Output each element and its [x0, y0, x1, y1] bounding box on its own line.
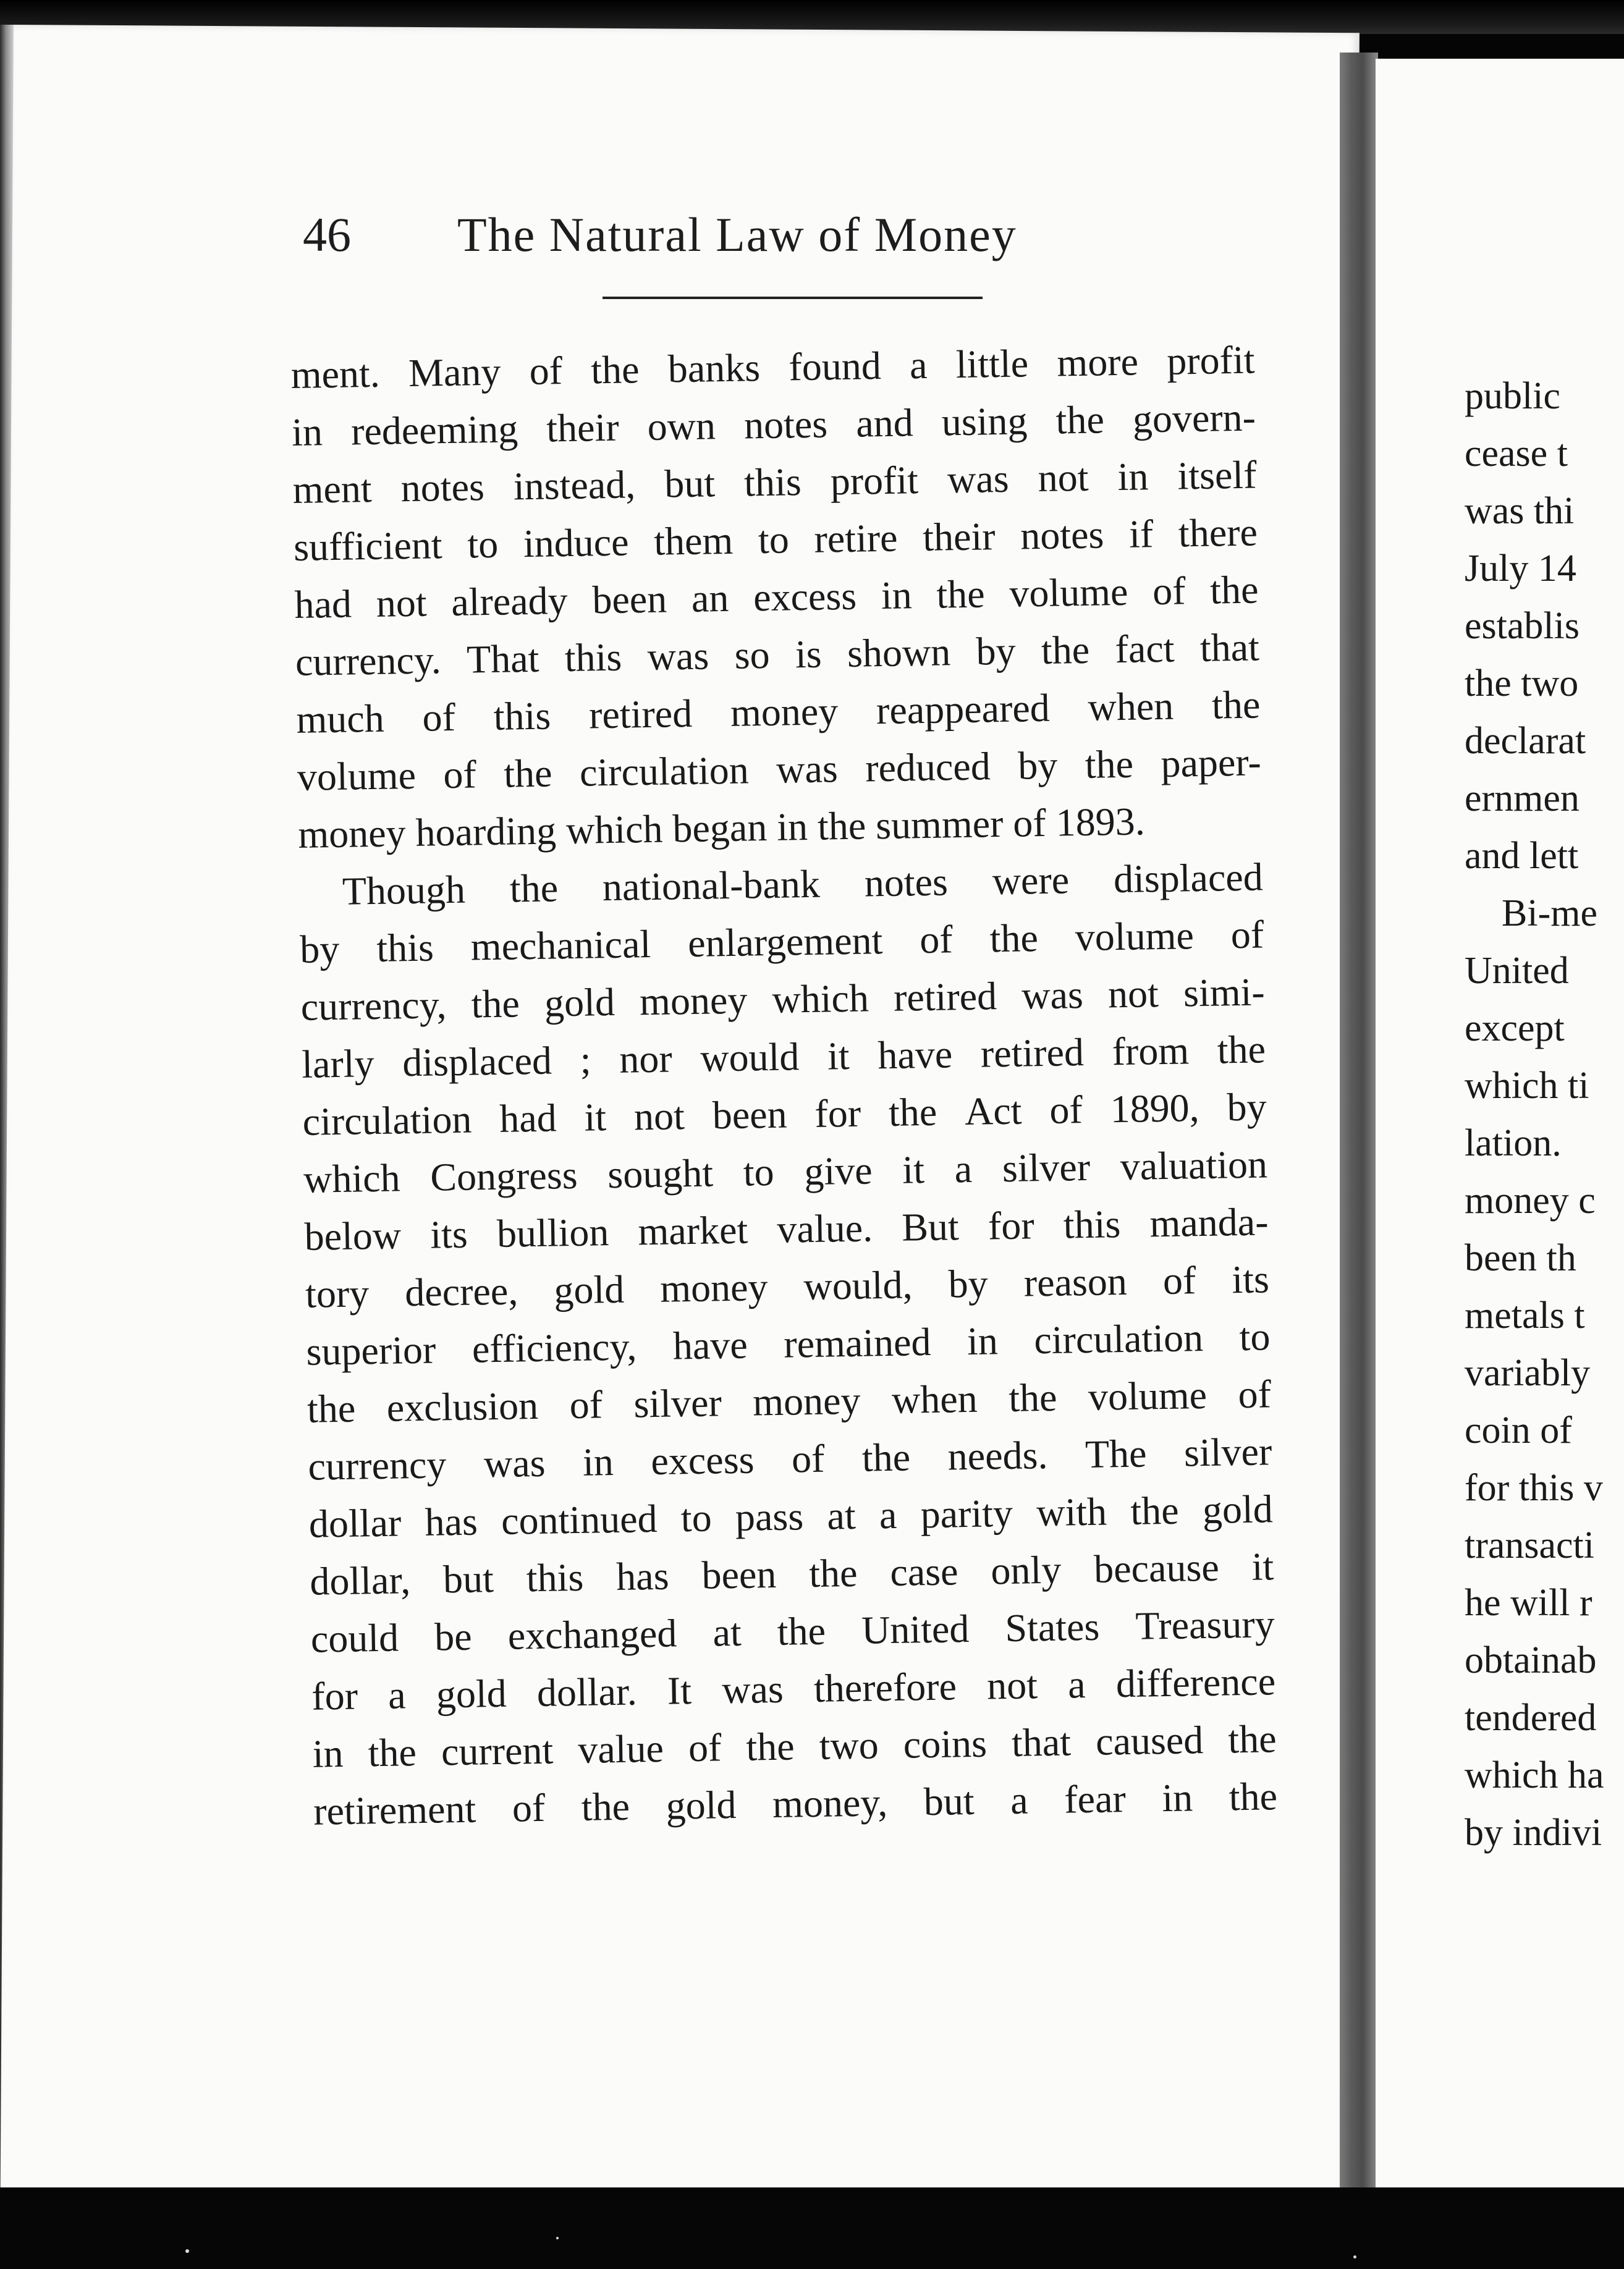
running-title: The Natural Law of Money [457, 208, 1017, 261]
word: of [919, 917, 954, 962]
book-gutter [1340, 53, 1378, 2191]
word: was [483, 1440, 546, 1486]
word: the [581, 1784, 630, 1829]
word: the [1229, 1774, 1278, 1819]
word: using [941, 399, 1028, 444]
word: much [295, 696, 385, 742]
word: only [990, 1547, 1062, 1593]
word: a [879, 1492, 897, 1537]
word: circulation [1033, 1316, 1204, 1363]
word: at [826, 1493, 856, 1538]
word: fact [1114, 626, 1175, 672]
word: the [1008, 1375, 1057, 1420]
word: Though [342, 867, 466, 913]
word: with [1036, 1489, 1107, 1535]
word: but [664, 461, 716, 506]
word: market [637, 1207, 748, 1254]
word: national-bank [602, 861, 821, 910]
scan-speck [185, 2249, 189, 2253]
word: in [291, 410, 323, 454]
word: profit [830, 458, 919, 504]
word: has [424, 1499, 478, 1544]
word: which [303, 1156, 401, 1201]
word: not [633, 1094, 685, 1139]
word: little [955, 341, 1029, 387]
word: silver [1183, 1429, 1272, 1475]
word: ment [292, 466, 373, 512]
word: The [1085, 1431, 1148, 1477]
text-line: coin of [1465, 1409, 1572, 1451]
word: to [758, 517, 790, 562]
word: enlargement [687, 918, 883, 966]
word: instead, [513, 462, 636, 509]
word: two [819, 1723, 879, 1768]
word: of [529, 349, 563, 393]
word: the [1085, 742, 1134, 787]
word: decree, [404, 1269, 518, 1315]
text-line: except [1465, 1007, 1565, 1049]
word: in [1117, 454, 1149, 499]
left-page-body [290, 331, 1278, 1840]
word: redeeming [350, 407, 518, 454]
word: to [467, 522, 499, 567]
word: the [777, 1608, 826, 1654]
word: current [441, 1728, 554, 1774]
word: money [730, 689, 839, 735]
word: the [1041, 627, 1090, 672]
word: by [299, 926, 340, 971]
word: larly [301, 1041, 375, 1086]
word: manda- [1149, 1199, 1269, 1246]
page-number: 46 [303, 208, 351, 261]
text-line: was thi [1465, 490, 1575, 532]
word: needs. [947, 1432, 1048, 1479]
word: the [471, 981, 520, 1026]
word: coins [903, 1721, 988, 1767]
text-line: by indivi [1465, 1812, 1602, 1854]
word: volume [297, 753, 417, 799]
word: an [691, 575, 729, 620]
word: gold [1202, 1487, 1274, 1532]
word: induce [523, 520, 630, 566]
word: for [814, 1091, 861, 1136]
word: United [861, 1607, 970, 1652]
word: them [653, 518, 734, 564]
word: this [564, 635, 622, 680]
word: by [948, 1261, 989, 1306]
word: the [590, 347, 640, 392]
text-line: variably [1465, 1352, 1591, 1394]
text-line: obtainab [1465, 1639, 1597, 1681]
word: it [827, 1033, 850, 1078]
text-line: which ha [1465, 1754, 1604, 1796]
word: its [429, 1212, 468, 1257]
word: a [1067, 1662, 1086, 1707]
word: was [947, 456, 1010, 502]
word: it [584, 1095, 607, 1139]
word: circulation [579, 748, 750, 795]
word: caused [1095, 1718, 1204, 1764]
word: profit [1166, 337, 1256, 383]
text-line: cease t [1465, 433, 1568, 475]
word: shown [847, 630, 951, 675]
word: simi- [1183, 970, 1266, 1015]
word: money [639, 978, 748, 1024]
word: pass [735, 1494, 804, 1539]
word: it [1251, 1544, 1274, 1589]
word: has [615, 1553, 670, 1599]
word: give [803, 1148, 873, 1194]
word: of [1049, 1088, 1083, 1132]
word: Congress [429, 1152, 578, 1199]
word: of [422, 695, 456, 740]
word: It [667, 1668, 692, 1713]
word: a [1010, 1778, 1029, 1822]
word: paper- [1160, 740, 1262, 785]
word: ment. [290, 351, 381, 397]
word: money [752, 1378, 861, 1424]
word: notes [864, 860, 949, 905]
word: own [647, 404, 716, 449]
text-line: metals t [1465, 1295, 1585, 1337]
scan-bottom-border [0, 2187, 1624, 2269]
word: sufficient [293, 523, 443, 569]
word: gold [436, 1671, 507, 1717]
word: not [986, 1663, 1038, 1708]
word: of [791, 1436, 825, 1481]
word: had [499, 1096, 557, 1141]
word: when [1088, 683, 1174, 729]
word: was [721, 1667, 784, 1712]
word: displaced [1113, 855, 1264, 902]
word: would [700, 1034, 800, 1080]
word: notes [1020, 512, 1104, 558]
word: ; [580, 1037, 592, 1082]
word: for [988, 1203, 1035, 1248]
word: not [1107, 971, 1159, 1016]
word: gold [544, 979, 615, 1025]
word: dollar [308, 1500, 402, 1546]
word: circulation [302, 1097, 472, 1144]
word: for [311, 1673, 358, 1718]
text-line: lation. [1465, 1122, 1562, 1164]
word: and [855, 400, 914, 446]
word: displaced [402, 1038, 552, 1085]
word: States [1004, 1604, 1100, 1650]
word: at [712, 1610, 742, 1655]
text-line: July 14 [1465, 547, 1576, 589]
word: could [310, 1615, 399, 1661]
word: notes [400, 465, 485, 510]
text-line: for this v [1465, 1467, 1603, 1509]
word: it [902, 1147, 925, 1192]
word: in [1161, 1775, 1193, 1820]
word: not [376, 580, 428, 625]
word: the [861, 1435, 911, 1480]
word: had [294, 581, 352, 627]
text-line: public [1465, 375, 1560, 417]
word: gold [553, 1267, 625, 1312]
text-line: which ti [1465, 1065, 1589, 1107]
word: already [450, 578, 569, 624]
word: which [771, 976, 869, 1021]
word: of [569, 1382, 603, 1427]
word: nor [619, 1036, 673, 1081]
word: in [312, 1731, 344, 1776]
text-line: the two [1465, 662, 1579, 704]
word: excess [650, 1437, 755, 1484]
word: the [1130, 1488, 1180, 1533]
word: that [1011, 1720, 1072, 1765]
word: value. [776, 1206, 873, 1251]
word: of [512, 1785, 546, 1830]
word: currency [307, 1442, 447, 1489]
word: parity [920, 1490, 1013, 1537]
word: notes [743, 402, 828, 447]
text-line: money hoarding which began in the summer of 1893. [297, 799, 1146, 856]
word: be [434, 1614, 473, 1659]
text-line: Bi-me [1502, 892, 1597, 934]
word: more [1056, 339, 1139, 385]
word: Many [408, 349, 501, 395]
word: fear [1064, 1777, 1127, 1822]
word: by [975, 628, 1017, 674]
word: a [954, 1146, 973, 1191]
word: Treasury [1135, 1602, 1275, 1648]
word: bullion [496, 1210, 609, 1256]
word: retired [893, 974, 997, 1020]
word: difference [1115, 1659, 1276, 1706]
word: exclusion [386, 1383, 539, 1430]
word: the [1227, 1717, 1277, 1762]
word: currency, [300, 982, 447, 1029]
text-line: declarat [1465, 720, 1586, 762]
word: of [442, 752, 477, 797]
word: that [1199, 625, 1260, 670]
word: reduced [865, 744, 991, 790]
word: because [1093, 1545, 1220, 1591]
word: retired [588, 691, 693, 737]
right-page-body [1465, 368, 1624, 1862]
word: of [1162, 1258, 1196, 1303]
word: in [881, 573, 913, 618]
word: a [387, 1673, 407, 1717]
word: have [877, 1032, 953, 1078]
word: volume [1075, 913, 1195, 960]
word: reason [1023, 1259, 1128, 1305]
word: 1890, [1110, 1086, 1200, 1131]
word: retire [813, 515, 899, 561]
word: superior [306, 1327, 436, 1374]
word: is [795, 632, 823, 677]
word: excess [753, 573, 857, 620]
scan-speck [556, 2237, 559, 2239]
word: to [1239, 1314, 1271, 1359]
word: but [442, 1557, 494, 1602]
word: retired [980, 1029, 1085, 1076]
word: value [577, 1726, 664, 1772]
word: Act [964, 1088, 1023, 1134]
word: of [688, 1725, 722, 1770]
word: remained [783, 1319, 931, 1366]
word: exchanged [507, 1611, 677, 1658]
word: to [743, 1149, 775, 1194]
word: found [788, 343, 882, 389]
text-line: and lett [1465, 835, 1579, 877]
word: this [493, 693, 551, 738]
scan-speck [1353, 2255, 1356, 2258]
word: mechanical [470, 921, 651, 969]
word: their [922, 514, 996, 559]
word: was [776, 746, 839, 792]
word: its [1231, 1257, 1270, 1302]
word: the [368, 1730, 417, 1775]
running-head [303, 207, 1017, 263]
text-line: establis [1465, 605, 1580, 647]
word: retirement [313, 1786, 476, 1833]
word: below [304, 1213, 402, 1259]
word: would, [803, 1262, 913, 1309]
word: the [503, 751, 553, 796]
word: reappeared [876, 685, 1051, 733]
word: But [901, 1204, 960, 1249]
word: the [888, 1089, 937, 1134]
word: from [1112, 1028, 1190, 1074]
word: when [891, 1376, 978, 1422]
word: the [307, 1386, 356, 1431]
word: this [526, 1555, 584, 1600]
word: in [966, 1319, 999, 1363]
word: the [745, 1724, 795, 1769]
word: volume [1009, 569, 1128, 615]
text-line: he will r [1465, 1582, 1592, 1624]
word: the [1211, 682, 1261, 727]
word: in [582, 1440, 614, 1484]
word: the [509, 866, 559, 911]
word: so [734, 632, 771, 677]
word: of [1230, 912, 1264, 957]
word: gold [666, 1782, 737, 1828]
word: tory [305, 1271, 370, 1316]
word: this [743, 460, 802, 505]
word: case [889, 1549, 959, 1594]
word: itself [1177, 452, 1257, 498]
word: was [1021, 972, 1084, 1018]
word: continued [501, 1496, 658, 1543]
text-line: tendered [1465, 1697, 1597, 1739]
word: dollar, [309, 1558, 411, 1604]
text-line: ernmen [1465, 777, 1580, 819]
word: by [1017, 743, 1058, 788]
word: there [1178, 510, 1258, 556]
word: been [712, 1092, 788, 1138]
word: the [1055, 397, 1105, 442]
word: efficiency, [472, 1324, 637, 1371]
word: the [808, 1550, 858, 1596]
word: silver [1002, 1144, 1091, 1191]
word: money, [772, 1780, 888, 1827]
word: of [1237, 1372, 1272, 1417]
word: been [701, 1552, 777, 1597]
word: the [936, 572, 986, 617]
word: if [1128, 512, 1154, 556]
word: the [989, 916, 1039, 961]
word: this [376, 925, 434, 970]
word: silver [633, 1380, 722, 1426]
word: were [992, 858, 1070, 903]
word: That [466, 636, 539, 682]
word: their [546, 405, 620, 450]
word: currency. [295, 638, 442, 684]
word: by [1226, 1084, 1267, 1130]
text-line: money c [1465, 1180, 1596, 1222]
word: been [591, 577, 667, 622]
word: govern- [1132, 395, 1256, 441]
word: banks [667, 345, 761, 391]
word: the [1217, 1027, 1266, 1072]
word: was [647, 633, 709, 678]
word: sought [607, 1151, 714, 1197]
text-line: transacti [1465, 1524, 1595, 1566]
word: money [659, 1265, 768, 1311]
word: to [680, 1495, 713, 1540]
word: not [1038, 455, 1089, 501]
word: of [1152, 568, 1186, 614]
word: dollar. [536, 1669, 638, 1715]
header-rule [603, 297, 983, 299]
word: have [672, 1322, 748, 1368]
word: this [1063, 1202, 1121, 1247]
word: the [1209, 567, 1259, 612]
word: therefore [813, 1664, 957, 1710]
text-line: United [1465, 950, 1569, 992]
text-line: been th [1465, 1237, 1576, 1279]
word: but [923, 1778, 975, 1824]
word: a [909, 342, 928, 387]
word: valuation [1120, 1142, 1268, 1189]
word: volume [1088, 1372, 1207, 1419]
